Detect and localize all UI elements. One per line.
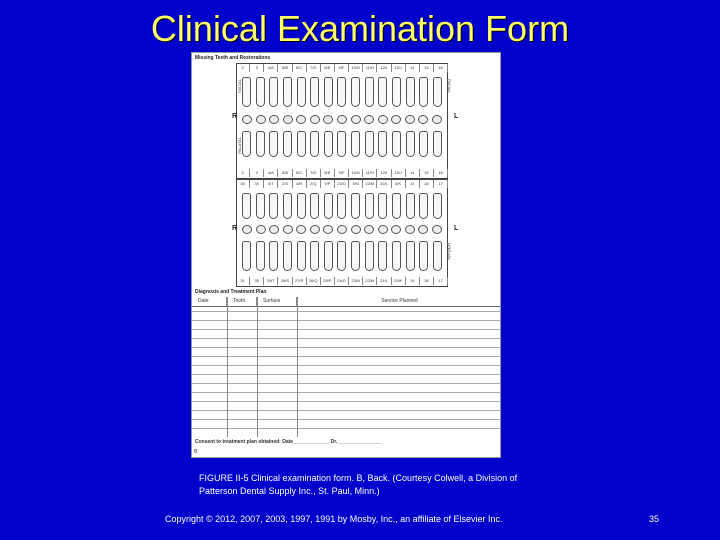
upper-teeth-palatal xyxy=(242,131,442,157)
tooth-number: 28/S xyxy=(278,277,292,285)
tooth-crown-diagram xyxy=(242,225,252,234)
tooth-number: 17 xyxy=(434,277,448,285)
table-row-line xyxy=(192,374,501,375)
col-service-planned: Service Planned xyxy=(381,298,418,304)
tooth-crown-diagram xyxy=(418,115,428,124)
tooth-diagram xyxy=(324,131,333,157)
tooth-diagram xyxy=(269,77,278,107)
tooth-diagram xyxy=(337,131,346,157)
tooth-number: 10/G xyxy=(349,64,363,72)
tooth-number: 13/J xyxy=(392,169,406,177)
tooth-number: 30 xyxy=(250,180,264,188)
table-row-line xyxy=(192,329,501,330)
tooth-number: 4/R xyxy=(293,180,307,188)
tooth-diagram xyxy=(378,241,387,271)
tooth-diagram xyxy=(256,241,265,271)
tooth-number: 25/P xyxy=(321,277,335,285)
tooth-diagram xyxy=(256,77,265,107)
tooth-diagram xyxy=(365,131,374,157)
tooth-crown-diagram xyxy=(242,115,252,124)
table-row-line xyxy=(192,419,501,420)
tooth-diagram xyxy=(337,193,346,219)
tooth-diagram xyxy=(419,131,428,157)
tooth-number: 5/K xyxy=(392,180,406,188)
table-row-line xyxy=(192,320,501,321)
tooth-number: 6/C xyxy=(293,169,307,177)
col-tooth: Tooth xyxy=(227,297,257,306)
tooth-number: 21/L xyxy=(377,277,391,285)
tooth-number: 24/O xyxy=(335,277,349,285)
tooth-number: 10/G xyxy=(349,169,363,177)
tooth-diagram xyxy=(256,193,265,219)
tooth-diagram xyxy=(419,241,428,271)
table-row-line xyxy=(192,347,501,348)
tooth-diagram xyxy=(378,193,387,219)
tooth-crown-diagram xyxy=(405,225,415,234)
tooth-diagram xyxy=(433,77,442,107)
plan-table-header xyxy=(192,297,501,307)
tooth-number: 17 xyxy=(434,180,448,188)
tooth-diagram xyxy=(297,193,306,219)
tooth-diagram xyxy=(392,241,401,271)
tooth-number: 12/I xyxy=(377,64,391,72)
tooth-number: 4/A xyxy=(264,169,278,177)
col-divider xyxy=(257,297,258,437)
tooth-diagram xyxy=(351,241,360,271)
tooth-number: 4/T xyxy=(264,180,278,188)
tooth-number: 30 xyxy=(236,180,250,188)
tooth-number: 14 xyxy=(406,180,420,188)
tooth-crown-diagram xyxy=(310,225,320,234)
tooth-diagram xyxy=(406,131,415,157)
col-divider xyxy=(297,297,298,437)
copyright-footer: Copyright © 2012, 2007, 2003, 1997, 1991 by Mosby, Inc., an affiliate of Elsevier Inc. xyxy=(165,514,503,524)
tooth-crown-diagram xyxy=(283,115,293,124)
tooth-number: 18 xyxy=(420,277,434,285)
lower-teeth-facial xyxy=(242,193,442,219)
tooth-number: 11/H xyxy=(363,169,377,177)
tooth-diagram xyxy=(351,77,360,107)
tooth-diagram xyxy=(310,77,319,107)
tooth-number: 22/M xyxy=(363,277,377,285)
tooth-number: 7/D xyxy=(307,169,321,177)
tooth-crown-diagram xyxy=(256,225,266,234)
tooth-number: 14 xyxy=(406,169,420,177)
tooth-crown-diagram xyxy=(391,115,401,124)
tooth-diagram xyxy=(256,131,265,157)
tooth-diagram xyxy=(297,241,306,271)
tooth-diagram xyxy=(419,77,428,107)
tooth-diagram xyxy=(337,77,346,107)
left-side-letter: L xyxy=(454,113,459,120)
tooth-diagram xyxy=(242,193,251,219)
tooth-diagram xyxy=(337,241,346,271)
tooth-diagram xyxy=(283,77,292,107)
tooth-diagram xyxy=(297,131,306,157)
tooth-crown-diagram xyxy=(323,115,333,124)
tooth-crown-diagram xyxy=(432,225,442,234)
tooth-diagram xyxy=(419,193,428,219)
tooth-diagram xyxy=(433,193,442,219)
col-date: Date xyxy=(192,297,227,306)
tooth-number: 4/A xyxy=(264,64,278,72)
tooth-number: 23/N xyxy=(349,277,363,285)
tooth-crown-diagram xyxy=(378,225,388,234)
tooth-number: 12/I xyxy=(377,169,391,177)
upper-teeth-facial xyxy=(242,77,442,107)
tooth-number: 15 xyxy=(420,169,434,177)
tooth-number: 2/S xyxy=(278,180,292,188)
tooth-number: 26/Q xyxy=(307,277,321,285)
tooth-diagram xyxy=(406,241,415,271)
tooth-crown-diagram xyxy=(296,225,306,234)
tooth-number: 13/J xyxy=(392,64,406,72)
tooth-diagram xyxy=(310,241,319,271)
table-row-line xyxy=(192,356,501,357)
palatal-label-left: PALATAL xyxy=(237,137,242,154)
tooth-diagram xyxy=(351,193,360,219)
tooth-number: 22/M xyxy=(363,180,377,188)
tooth-number: 31 xyxy=(236,277,250,285)
tooth-number: 30 xyxy=(250,277,264,285)
tooth-diagram xyxy=(406,77,415,107)
table-row-line xyxy=(192,338,501,339)
tooth-diagram xyxy=(310,131,319,157)
form-letter: B xyxy=(194,449,198,455)
lower-teeth-occlusal xyxy=(242,225,442,234)
tooth-diagram xyxy=(365,77,374,107)
tooth-number: 8/E xyxy=(321,169,335,177)
tooth-number: 5/B xyxy=(278,64,292,72)
tooth-crown-diagram xyxy=(351,115,361,124)
tooth-diagram xyxy=(269,131,278,157)
tooth-diagram xyxy=(283,241,292,271)
table-row-line xyxy=(192,401,501,402)
tooth-crown-diagram xyxy=(283,225,293,234)
facial-label-right: FACIAL xyxy=(447,79,452,93)
tooth-diagram xyxy=(310,193,319,219)
tooth-crown-diagram xyxy=(269,115,279,124)
tooth-number: 29/T xyxy=(264,277,278,285)
table-row-line xyxy=(192,311,501,312)
tooth-crown-diagram xyxy=(391,225,401,234)
tooth-diagram xyxy=(269,241,278,271)
slide-title: Clinical Examination Form xyxy=(150,8,570,49)
tooth-number: 16 xyxy=(434,169,448,177)
tooth-diagram xyxy=(324,193,333,219)
table-row-line xyxy=(192,410,501,411)
tooth-crown-diagram xyxy=(269,225,279,234)
tooth-diagram xyxy=(392,77,401,107)
tooth-crown-diagram xyxy=(364,225,374,234)
tooth-diagram xyxy=(406,193,415,219)
tooth-number: 19 xyxy=(406,277,420,285)
table-row-line xyxy=(192,383,501,384)
tooth-diagram xyxy=(365,193,374,219)
lingual-label-right: LINGUAL xyxy=(447,243,452,261)
tooth-number: 20/K xyxy=(392,277,406,285)
tooth-crown-diagram xyxy=(337,225,347,234)
lower-tooth-numbers xyxy=(236,180,448,188)
table-row-line xyxy=(192,428,501,429)
tooth-crown-diagram xyxy=(405,115,415,124)
tooth-crown-diagram xyxy=(418,225,428,234)
lower-tooth-numbers-bottom xyxy=(236,277,448,285)
tooth-diagram xyxy=(378,131,387,157)
upper-tooth-numbers xyxy=(236,64,448,72)
examination-form-image xyxy=(191,52,501,458)
tooth-number: 2 xyxy=(236,64,250,72)
tooth-number: 2/Q xyxy=(307,180,321,188)
consent-line: Consent to treatment plan obtained: Date_____________ Dr.________________ xyxy=(195,439,382,445)
diagnosis-heading: Diagnosis and Treatment Plan xyxy=(195,289,267,295)
tooth-number: 9/F xyxy=(335,169,349,177)
missing-teeth-heading: Missing Teeth and Restorations xyxy=(195,55,271,61)
tooth-crown-diagram xyxy=(337,115,347,124)
tooth-diagram xyxy=(242,131,251,157)
tooth-crown-diagram xyxy=(256,115,266,124)
tooth-crown-diagram xyxy=(364,115,374,124)
figure-caption: FIGURE II-5 Clinical examination form. B, Back. (Courtesy Colwell, a Division of Patterson Dental Supply Inc., St. Paul, Minn.) xyxy=(199,473,518,496)
tooth-diagram xyxy=(269,193,278,219)
tooth-diagram xyxy=(242,241,251,271)
tooth-number: 3 xyxy=(250,169,264,177)
tooth-number: 16 xyxy=(434,64,448,72)
tooth-number: 8/E xyxy=(321,64,335,72)
tooth-crown-diagram xyxy=(432,115,442,124)
right-side-letter-lower: R xyxy=(232,225,238,232)
tooth-number: 27/R xyxy=(293,277,307,285)
col-surface: Surface xyxy=(257,297,297,306)
tooth-number: 5/N xyxy=(349,180,363,188)
tooth-diagram xyxy=(324,77,333,107)
table-row-line xyxy=(192,365,501,366)
tooth-number: 14 xyxy=(406,64,420,72)
tooth-diagram xyxy=(378,77,387,107)
tooth-number: 3 xyxy=(250,64,264,72)
tooth-crown-diagram xyxy=(323,225,333,234)
facial-label-left: FACIAL xyxy=(237,79,242,93)
table-row-line xyxy=(192,392,501,393)
tooth-diagram xyxy=(351,131,360,157)
col-divider xyxy=(227,297,228,437)
tooth-diagram xyxy=(283,193,292,219)
tooth-diagram xyxy=(365,241,374,271)
tooth-crown-diagram xyxy=(310,115,320,124)
tooth-number: 9/P xyxy=(321,180,335,188)
tooth-diagram xyxy=(242,77,251,107)
tooth-diagram xyxy=(433,131,442,157)
tooth-number: 2 xyxy=(236,169,250,177)
left-side-letter-lower: L xyxy=(454,225,459,232)
tooth-number: 11/H xyxy=(363,64,377,72)
tooth-number: 18 xyxy=(420,180,434,188)
upper-tooth-numbers-bottom xyxy=(236,169,448,177)
lower-teeth-lingual xyxy=(242,241,442,271)
tooth-crown-diagram xyxy=(378,115,388,124)
tooth-diagram xyxy=(324,241,333,271)
tooth-diagram xyxy=(392,131,401,157)
tooth-number: 20/L xyxy=(377,180,391,188)
tooth-number: 5/B xyxy=(278,169,292,177)
tooth-diagram xyxy=(283,131,292,157)
tooth-diagram xyxy=(297,77,306,107)
tooth-diagram xyxy=(433,241,442,271)
tooth-crown-diagram xyxy=(296,115,306,124)
right-side-letter: R xyxy=(232,113,238,120)
tooth-diagram xyxy=(392,193,401,219)
upper-teeth-occlusal xyxy=(242,115,442,124)
tooth-number: 7/D xyxy=(307,64,321,72)
tooth-number: 15 xyxy=(420,64,434,72)
tooth-number: 9/F xyxy=(335,64,349,72)
tooth-crown-diagram xyxy=(351,225,361,234)
page-number: 35 xyxy=(649,514,660,524)
tooth-number: 23/O xyxy=(335,180,349,188)
tooth-number: 6/C xyxy=(293,64,307,72)
